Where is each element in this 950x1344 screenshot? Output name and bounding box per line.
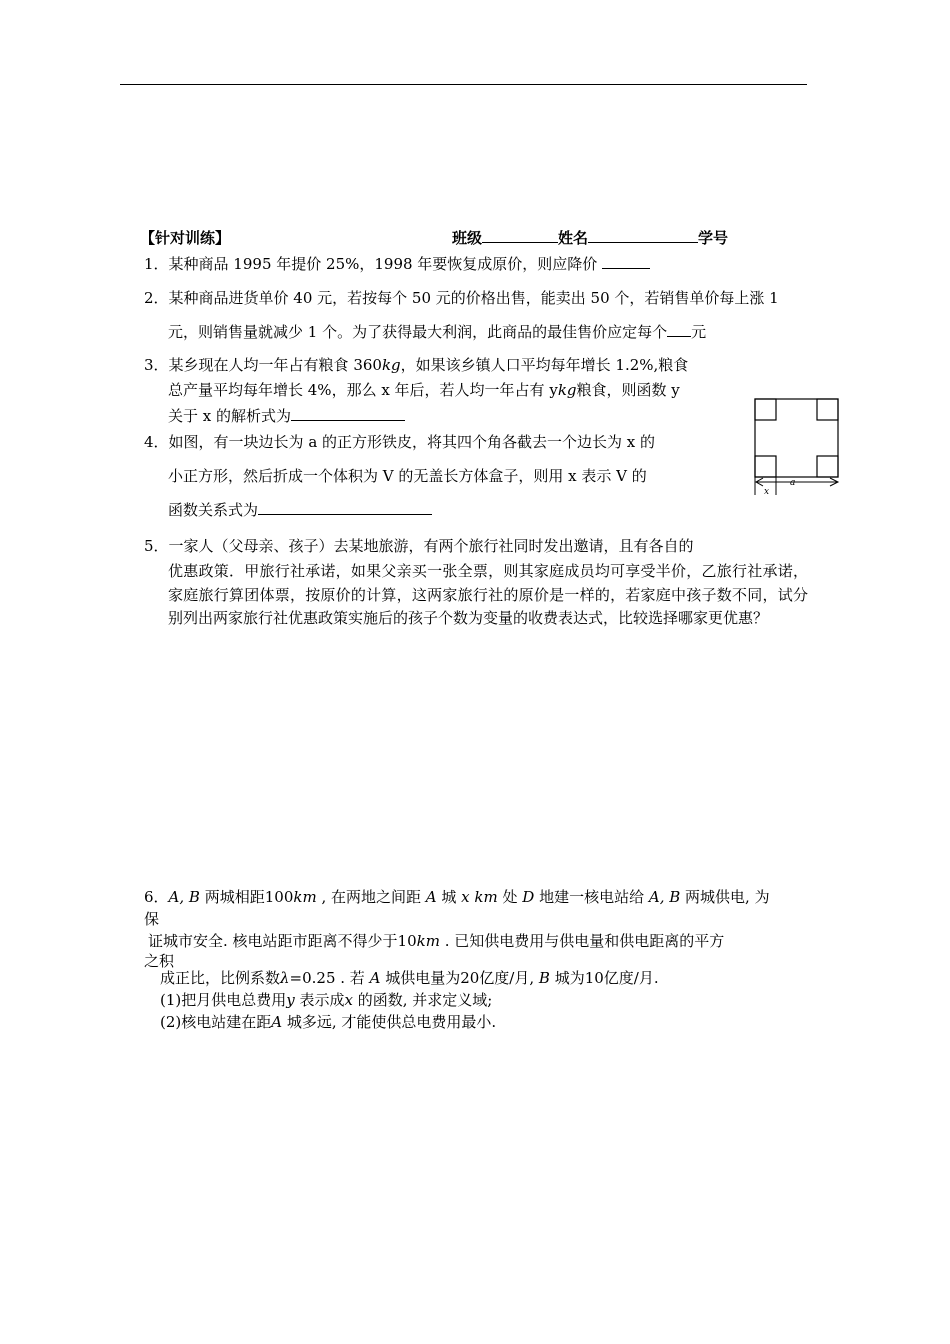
answer-blank-1[interactable] [602,254,650,269]
unit-kg-2: kg [557,381,577,399]
q6-text-i: 成正比，比例系数 [160,969,281,987]
question-3-text-c: 总产量平均每年增长 4%，那么 x 年后，若人均一年占有 y [168,381,558,399]
unit-kg: kg [381,356,401,374]
question-2-line-1: 2．某种商品进货单价 40 元，若按每个 50 元的价格出售，能卖出 50 个，若销售单价每上涨 1 [144,289,779,307]
corner-square-bl [755,456,776,477]
q6-sub1-text-c: 的函数, 并求定义域; [352,991,493,1009]
question-1-text: 1．某种商品 1995 年提价 25%，1998 年要恢复成原价，则应降价 [144,255,598,273]
question-4-line-1: 4．如图，有一块边长为 a 的正方形铁皮，将其四个角各截去一个边长为 x 的 [144,433,656,451]
q6-var-ab: A, B [168,888,200,906]
q6-var-x: x [461,888,470,906]
class-label: 班级 [452,229,483,247]
question-2-line-2 [168,322,706,342]
question-3-text-a: 3．某乡现在人均一年占有粮食 360 [144,356,382,374]
answer-blank-3[interactable] [291,406,405,421]
corner-square-tl [755,399,776,420]
square-sheet-figure [750,395,845,500]
label-a: a [790,478,796,488]
q6-unit-km-3: km [416,932,440,950]
question-6-line-3 [148,931,724,951]
question-1 [144,254,650,274]
q6-var-lambda: λ [280,969,290,987]
question-6-line-5 [160,968,659,988]
q6-text-n: 亿度/月. [603,969,659,987]
corner-square-tr [817,399,838,420]
q6-number: 6． [144,888,169,906]
q6-text-a: 两城相距 [199,888,265,906]
question-3-text-e: 关于 x 的解析式为 [168,407,291,425]
question-3-text-b: ，如果该乡镇人口平均每年增长 1.2%,粮食 [400,356,689,374]
section-title: 【针对训练】 [140,229,231,247]
answer-blank-4[interactable] [258,500,432,515]
q6-text-f: 两城供电, 为 [680,888,770,906]
q6-unit-km: km [293,888,317,906]
answer-blank-2[interactable] [667,322,691,337]
q6-num-10-b: 10 [584,969,604,987]
q6-num-20: 20 [460,969,480,987]
q6-text-c: 城 [436,888,462,906]
q6-lambda-value: =0.25 [289,969,336,987]
q6-unit-km-2: km [474,888,498,906]
q6-var-a: A [425,888,437,906]
q6-var-b: B [538,969,550,987]
question-3-line-2 [168,380,680,400]
q6-sub2-text-a: (2)核电站建在距 [160,1013,272,1031]
q6-num-10: 10 [397,932,417,950]
q6-var-d: D [522,888,535,906]
q6-text-g: 证城市安全. 核电站距市距离不得少于 [148,932,398,950]
q6-text-l: 亿度/月, [479,969,539,987]
question-5-line-1: 5．一家人（父母亲、孩子）去某地旅游，有两个旅行社同时发出邀请，且有各自的 [144,537,694,555]
q6-text-d: 处 [497,888,523,906]
q6-sub1-text-b: 表示成 [294,991,345,1009]
outer-square [755,399,838,477]
question-2-unit: 元 [691,323,707,341]
question-5-body: 优惠政策．甲旅行社承诺，如果父亲买一张全票，则其家庭成员均可享受半价，乙旅行社承诺，家庭旅行算团体票，按原价的计算，这两家旅行社的原价是一样的，若家庭中孩子数不同，试分别列出两家旅行社优惠政策实施后的孩子个数为变量的收费表达式，比较选择哪家更优惠？ [168,562,808,627]
q6-sub2-text-b: 城多远, 才能使供总电费用最小. [282,1013,497,1031]
question-3-text-d: 粮食，则函数 y [576,381,680,399]
q6-sub1-var-y: y [286,991,295,1009]
header-rule [120,84,807,85]
student-info-fields [452,228,728,248]
q6-text-b: , 在两地之间距 [316,888,426,906]
q6-var-a-2: A [369,969,381,987]
q6-text-m: 城为 [549,969,585,987]
class-blank[interactable] [482,228,558,243]
question-3-line-1 [144,355,688,375]
q6-sub1-text-a: (1)把月供电总费用 [160,991,287,1009]
question-6-line-2: 保 [144,910,160,928]
question-4-line-2: 小正方形，然后折成一个体积为 V 的无盖长方体盒子，则用 x 表示 V 的 [168,467,647,485]
q6-text-j: . 若 [335,969,370,987]
q6-text-h: . 已知供电费用与供电量和供电距离的平方 [439,932,725,950]
question-4-text: 函数关系式为 [168,501,259,519]
q6-text-e: 地建一核电站给 [534,888,649,906]
q6-sub1-var-x: x [344,991,353,1009]
question-4-line-3 [168,500,432,520]
question-6-sub-2 [160,1012,496,1032]
name-label: 姓名 [558,229,589,247]
q6-num-100: 100 [264,888,294,906]
corner-square-br [817,456,838,477]
question-2-text: 元，则销售量就减少 1 个。为了获得最大利润，此商品的最佳售价应定每个 [168,323,668,341]
question-6-line-1 [144,887,770,907]
q6-var-ab-2: A, B [648,888,681,906]
q6-text-k: 城供电量为 [380,969,461,987]
id-label: 学号 [698,229,729,247]
q6-sub2-var-a: A [271,1013,283,1031]
label-x: x [764,487,770,497]
question-3-line-3 [168,406,405,426]
question-6-line-4: 之积 [144,952,175,970]
question-6-sub-1 [160,990,492,1010]
name-blank[interactable] [588,228,698,243]
